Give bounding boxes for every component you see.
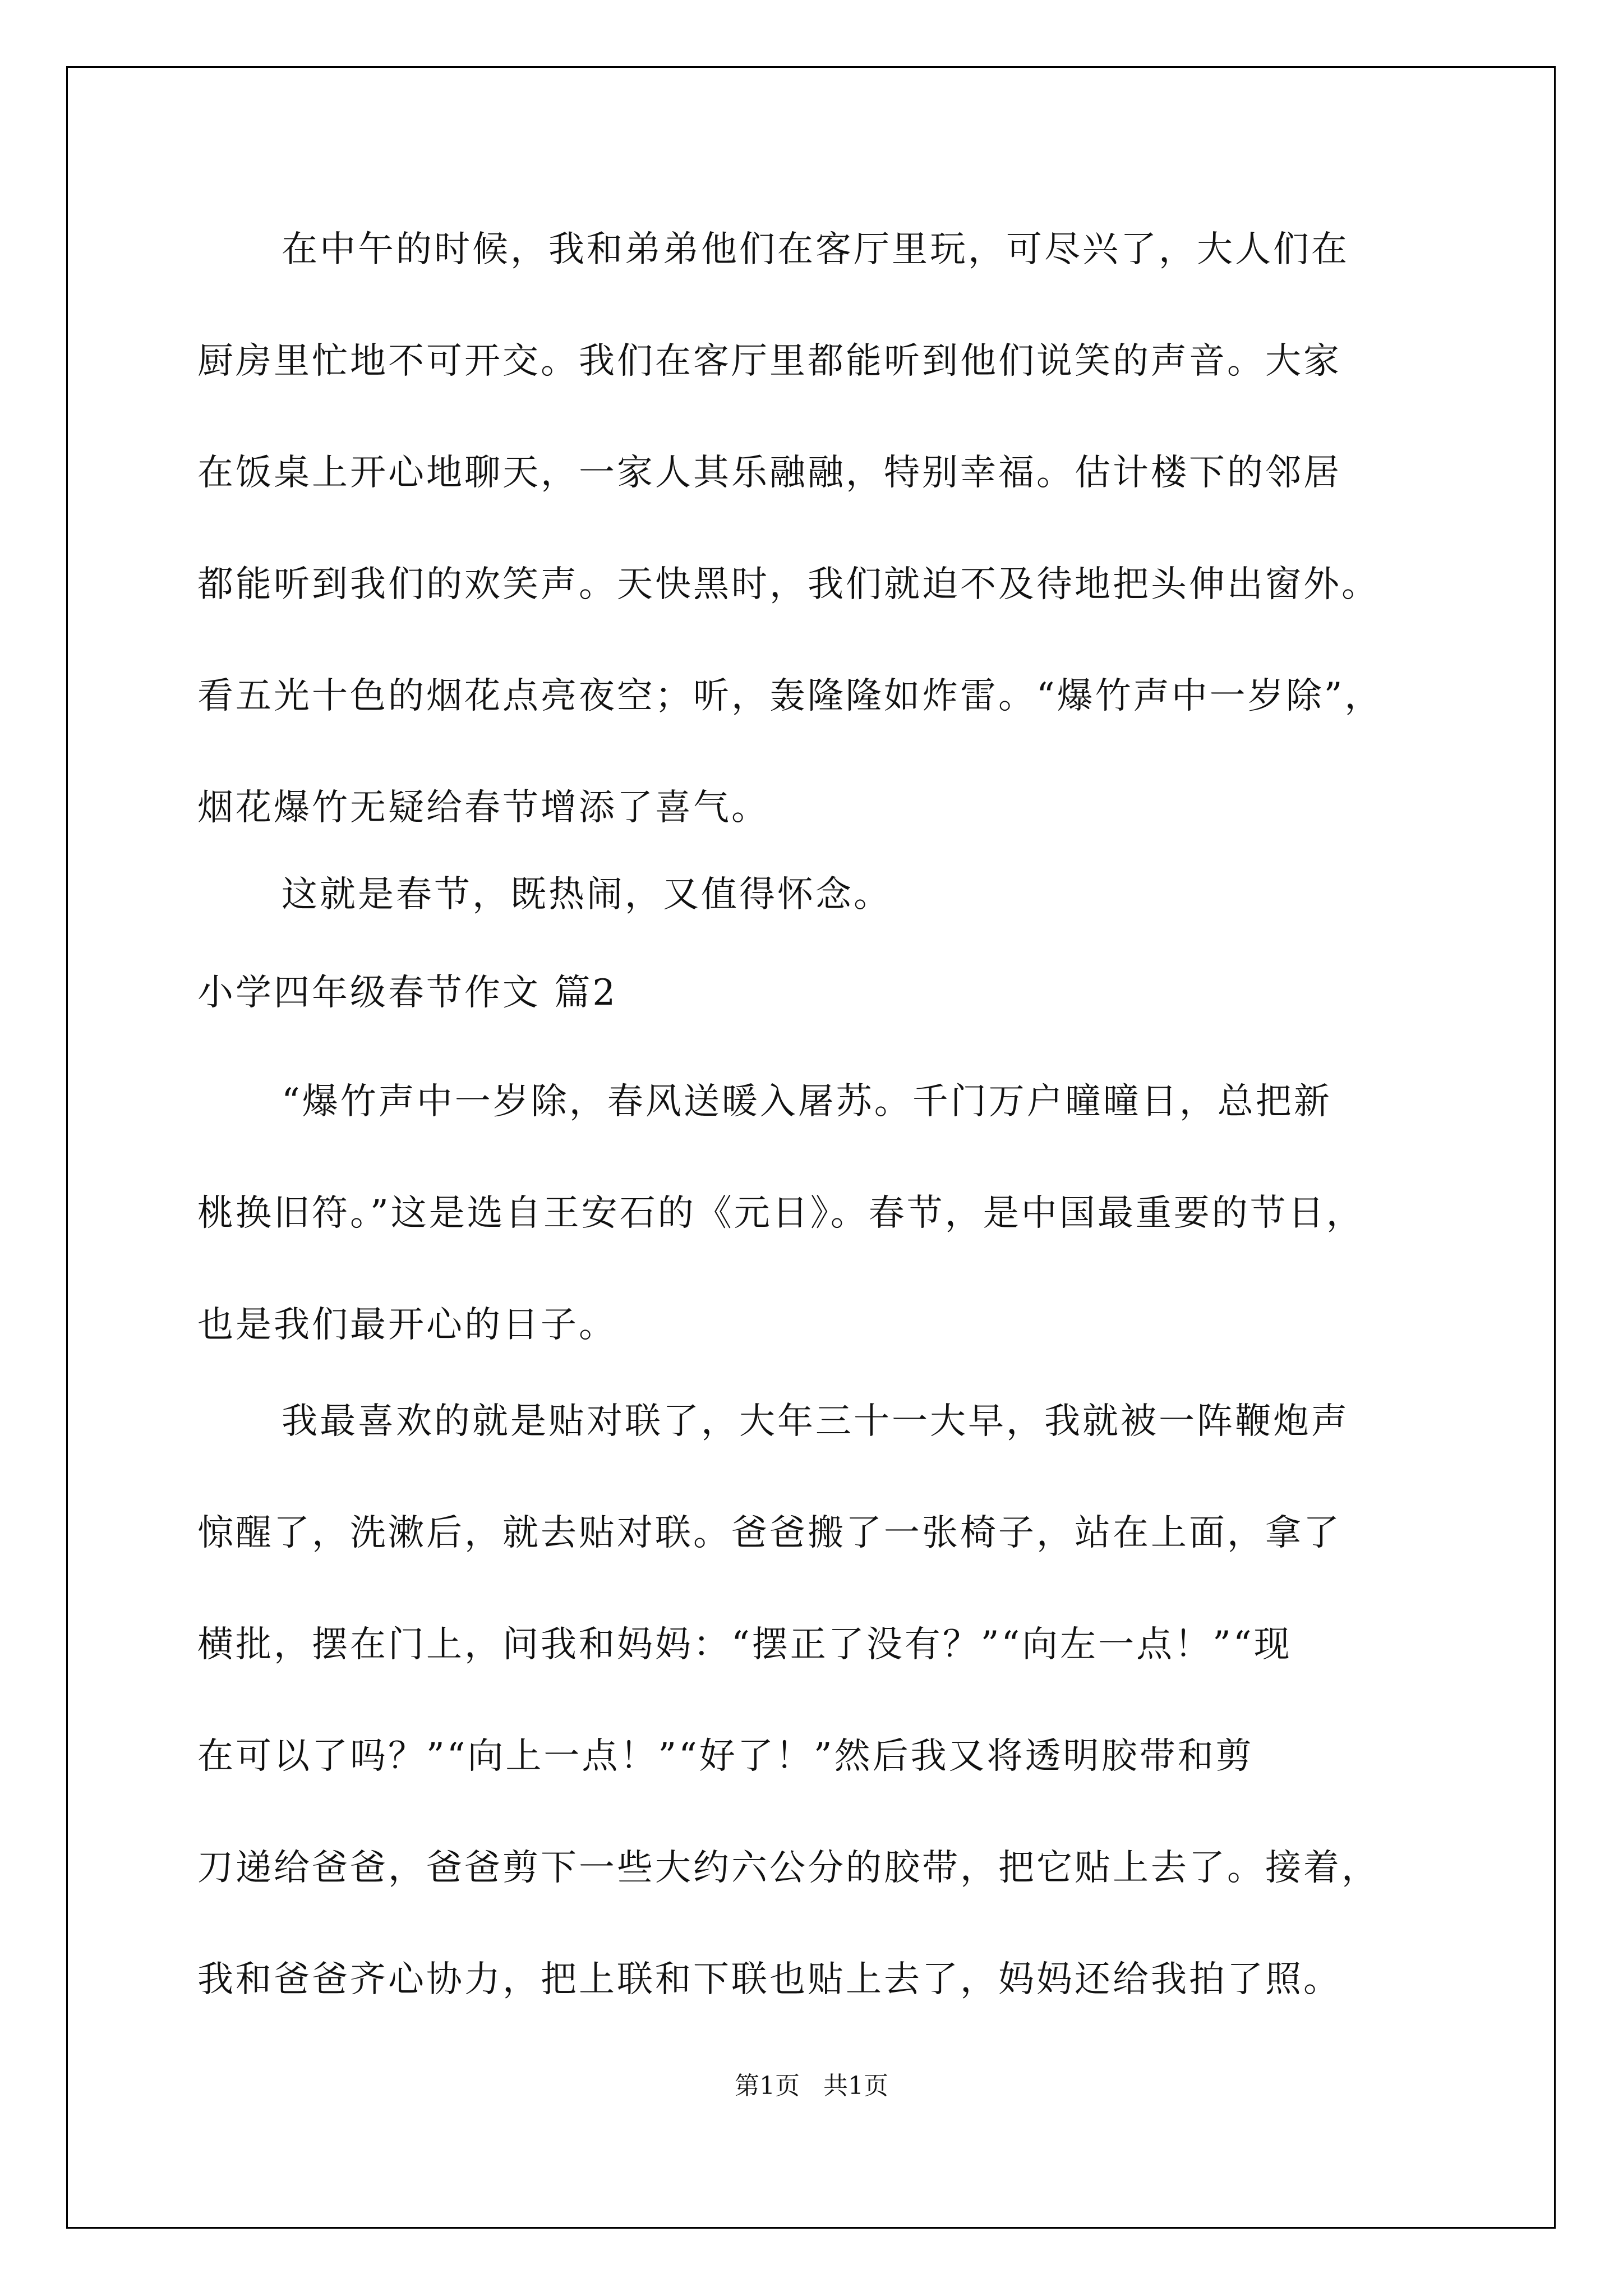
- paragraph-line: 烟花爆竹无疑给春节增添了喜气。: [197, 787, 769, 829]
- paragraph-line: 我和爸爸齐心协力，把上联和下联也贴上去了，妈妈还给我拍了照。: [197, 1959, 1341, 2000]
- page-number-footer: 第1页 共1页: [735, 2072, 888, 2100]
- paragraph-line: 也是我们最开心的日子。: [197, 1304, 617, 1346]
- paragraph-line: 厨房里忙地不可开交。我们在客厅里都能听到他们说笑的声音。大家: [197, 341, 1341, 382]
- paragraph-line: 在饭桌上开心地聊天，一家人其乐融融，特别幸福。估计楼下的邻居: [197, 452, 1341, 494]
- paragraph-line: 都能听到我们的欢笑声。天快黑时，我们就迫不及待地把头伸出窗外。: [197, 564, 1380, 605]
- page-frame: [66, 66, 1556, 2229]
- section-heading: 小学四年级春节作文 篇2: [197, 972, 618, 1014]
- paragraph-line: 我最喜欢的就是贴对联了，大年三十一大早，我就被一阵鞭炮声: [282, 1401, 1349, 1442]
- paragraph-line: 横批，摆在门上，问我和妈妈：“摆正了没有？”“向左一点！”“现: [197, 1624, 1292, 1665]
- paragraph-line: 在可以了吗？”“向上一点！”“好了！”然后我又将透明胶带和剪: [197, 1736, 1254, 1777]
- paragraph-line: “爆竹声中一岁除，春风送暖入屠苏。千门万户曈曈日，总把新: [282, 1081, 1332, 1122]
- paragraph-line: 看五光十色的烟花点亮夜空；听，轰隆隆如炸雷。“爆竹声中一岁除”，: [197, 675, 1383, 717]
- paragraph-line: 这就是春节，既热闹，又值得怀念。: [282, 874, 892, 915]
- paragraph-line: 惊醒了，洗漱后，就去贴对联。爸爸搬了一张椅子，站在上面，拿了: [197, 1512, 1341, 1554]
- paragraph-line: 桃换旧符。”这是选自王安石的《元日》。春节，是中国最重要的节日，: [197, 1193, 1364, 1234]
- paragraph-line: 刀递给爸爸，爸爸剪下一些大约六公分的胶带，把它贴上去了。接着，: [197, 1847, 1380, 1889]
- paragraph-line: 在中午的时候，我和弟弟他们在客厅里玩，可尽兴了，大人们在: [282, 229, 1349, 270]
